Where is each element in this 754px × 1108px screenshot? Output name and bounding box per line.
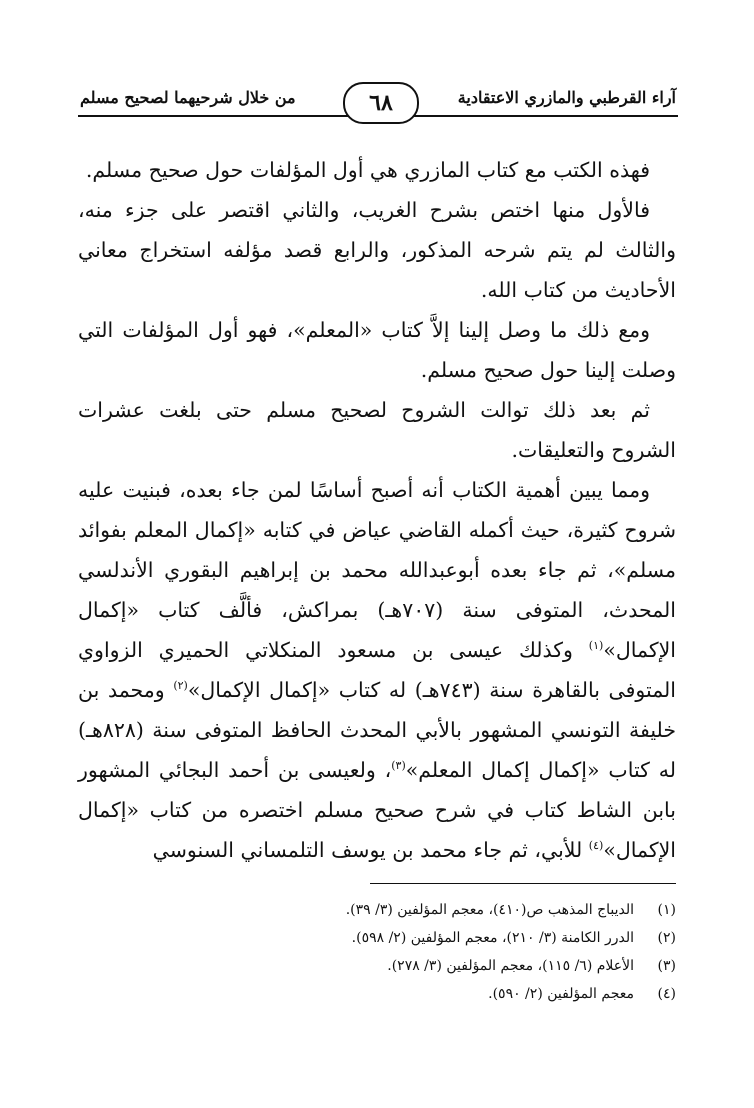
- footnote-separator: [370, 883, 676, 884]
- header-book-title: آراء القرطبي والمازري الاعتقادية: [457, 88, 676, 107]
- paragraph: [78, 390, 676, 470]
- footnote-text: الدرر الكامنة (٣/ ٢١٠)، معجم المؤلفين (٢/ ٥٩٨).: [351, 930, 634, 946]
- text-run: فالأول منها اختص بشرح الغريب، والثاني اقتصر على جزء منه، والثالث لم يتم شرحه المذكور، والرابع قصد مؤلفه استخراج معاني الأحاديث من كتاب الله.: [78, 198, 676, 302]
- footnote-text: الأعلام (٦/ ١١٥)، معجم المؤلفين (٣/ ٢٧٨).: [387, 958, 634, 974]
- paragraph: [78, 470, 676, 870]
- footnote: [150, 924, 676, 952]
- header-subtitle: من خلال شرحيهما لصحيح مسلم: [80, 88, 296, 107]
- text-run: ، ولعيسى بن أحمد البجائي المشهور بابن الشاط كتاب في شرح صحيح مسلم اختصره من كتاب «إكمال الإكمال»: [78, 758, 676, 862]
- footnote: [150, 980, 676, 1008]
- footnote-text: الديباج المذهب ص(٤١٠)، معجم المؤلفين (٣/ ٣٩).: [345, 902, 634, 918]
- footnote-number: (٤): [657, 986, 676, 1002]
- main-text: [78, 150, 676, 870]
- running-header: [78, 82, 678, 126]
- footnote: [150, 952, 676, 980]
- footnote: [150, 896, 676, 924]
- text-run: ثم بعد ذلك توالت الشروح لصحيح مسلم حتى بلغت عشرات الشروح والتعليقات.: [78, 398, 676, 462]
- paragraph: [78, 150, 676, 190]
- text-run: فهذه الكتب مع كتاب المازري هي أول المؤلفات حول صحيح مسلم.: [85, 158, 650, 182]
- footnote-ref: (١): [588, 639, 604, 653]
- text-run: وكذلك عيسى بن مسعود المنكلاتي الحميري الزواوي المتوفى بالقاهرة سنة (٧٤٣هـ) له كتاب «إكمال الإكمال»: [78, 638, 677, 702]
- footnotes: [150, 896, 676, 1008]
- text-run: ومما يبين أهمية الكتاب أنه أصبح أساسًا لمن جاء بعده، فبنيت عليه شروح كثيرة، حيث أكمله القاضي عياض في كتابه «إكمال المعلم بفوائد مسلم»، ثم جاء بعده أبوعبدالله محمد بن إبراهيم البقوري الأندلسي المحدث، المتوفى سنة (٧٠٧هـ) بمراكش، فألَّف كتاب «إكمال الإكمال»: [78, 478, 676, 662]
- paragraph: [78, 310, 676, 390]
- footnote-number: (١): [657, 902, 676, 918]
- paragraph: [78, 190, 676, 310]
- footnote-ref: (٣): [391, 759, 406, 773]
- page-number: ٦٨: [343, 82, 419, 124]
- text-run: ومع ذلك ما وصل إلينا إلاَّ كتاب «المعلم»، فهو أول المؤلفات التي وصلت إلينا حول صحيح مسلم.: [78, 318, 676, 382]
- footnote-number: (٢): [657, 930, 676, 946]
- footnote-ref: (٢): [173, 679, 188, 693]
- text-run: للأبي، ثم جاء محمد بن يوسف التلمساني السنوسي: [152, 838, 589, 862]
- footnote-ref: (٤): [588, 839, 604, 853]
- text-run: ومحمد بن خليفة التونسي المشهور بالأبي المحدث الحافظ المتوفى سنة (٨٢٨هـ) له كتاب «إكمال إكمال المعلم»: [78, 678, 676, 782]
- footnote-number: (٣): [657, 958, 676, 974]
- footnote-text: معجم المؤلفين (٢/ ٥٩٠).: [488, 986, 634, 1002]
